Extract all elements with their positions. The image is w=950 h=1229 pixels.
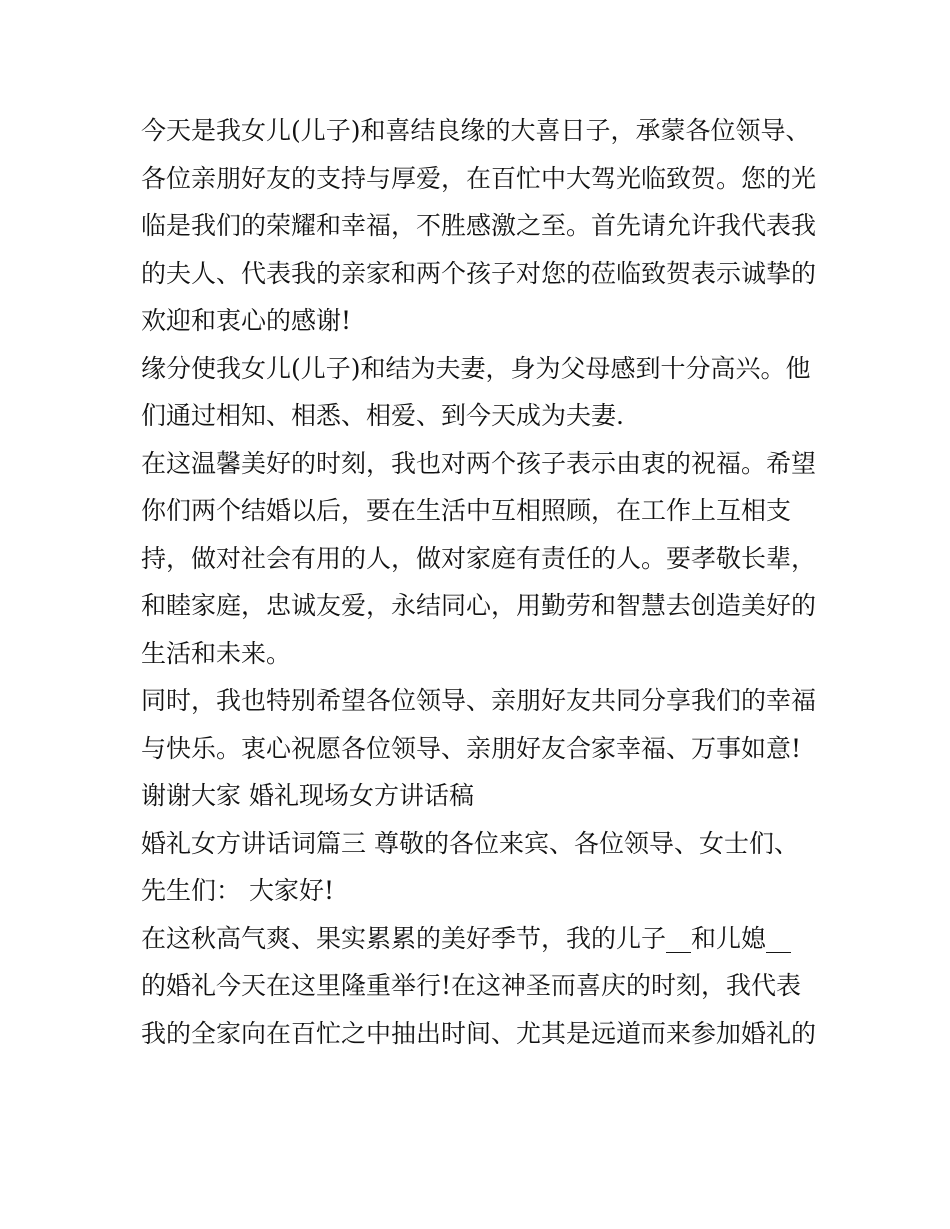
text-line: 先生们： 大家好! <box>141 876 334 905</box>
text-line: 生活和未来。 <box>141 638 292 668</box>
text-line: 在这温馨美好的时刻，我也对两个孩子表示由衷的祝福。希望 <box>141 448 817 478</box>
text-line: 同时，我也特别希望各位领导、亲朋好友共同分享我们的幸福 <box>141 686 817 715</box>
text-line: 缘分使我女儿(儿子)和结为夫妻，身为父母感到十分高兴。他 <box>141 353 811 383</box>
text-line: 今天是我女儿(儿子)和喜结良缘的大喜日子，承蒙各位领导、 <box>141 116 811 145</box>
text-line: 们通过相知、相悉、相爱、到今天成为夫妻. <box>141 401 624 430</box>
document-body <box>141 107 841 1057</box>
text-line: 谢谢大家 婚礼现场女方讲话稿 <box>141 781 474 810</box>
text-line: 你们两个结婚以后，要在生活中互相照顾，在工作上互相支 <box>141 496 792 525</box>
text-line: 持，做对社会有用的人，做对家庭有责任的人。要孝敬长辈， <box>141 543 817 573</box>
text-line: 的夫人、代表我的亲家和两个孩子对您的莅临致贺表示诚挚的 <box>141 258 817 288</box>
text-line: 婚礼女方讲话词篇三 尊敬的各位来宾、各位领导、女士们、 <box>141 828 799 858</box>
text-line: 与快乐。衷心祝愿各位领导、亲朋好友合家幸福、万事如意! <box>141 733 802 763</box>
text-line: 各位亲朋好友的支持与厚爱，在百忙中大驾光临致贺。您的光 <box>141 163 817 193</box>
text-line: 的婚礼今天在这里隆重举行!在这神圣而喜庆的时刻，我代表 <box>141 971 802 1000</box>
text-line: 在这秋高气爽、果实累累的美好季节，我的儿子__和儿媳__ <box>141 923 792 953</box>
text-line: 欢迎和衷心的感谢! <box>141 306 352 335</box>
text-line: 我的全家向在百忙之中抽出时间、尤其是远道而来参加婚礼的 <box>141 1018 817 1048</box>
text-line: 和睦家庭，忠诚友爱，永结同心，用勤劳和智慧去创造美好的 <box>141 591 817 620</box>
text-line: 临是我们的荣耀和幸福，不胜感激之至。首先请允许我代表我 <box>141 211 817 240</box>
